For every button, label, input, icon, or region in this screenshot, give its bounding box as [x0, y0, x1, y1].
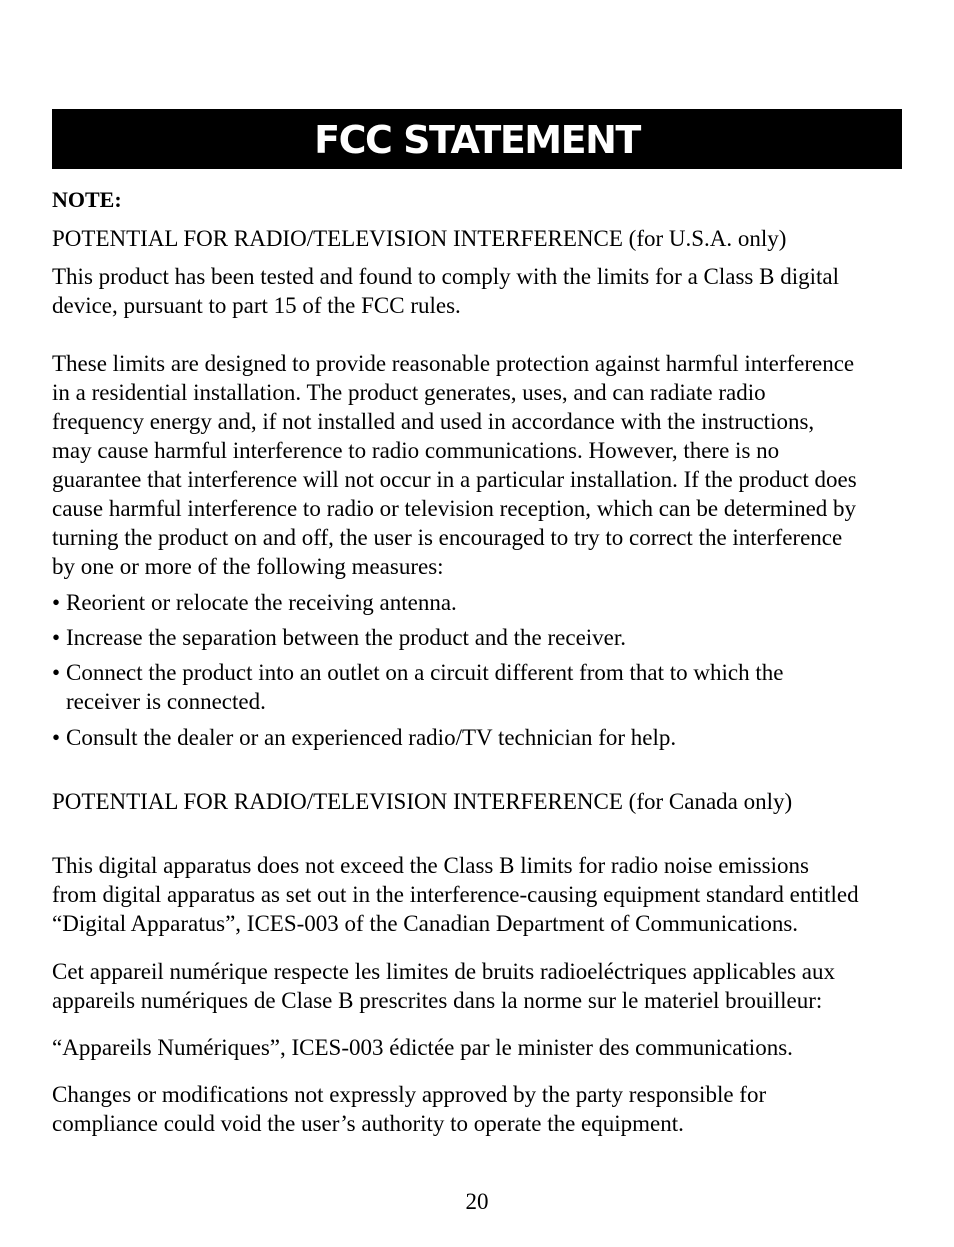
changes-paragraph	[52, 1080, 912, 1138]
text-line: guarantee that interference will not occur in a particular installation. If the product does	[52, 467, 857, 492]
text-line: These limits are designed to provide reasonable protection against harmful interference	[52, 351, 855, 376]
bullet-icon: •	[52, 660, 61, 685]
bullet-icon: •	[52, 625, 61, 650]
text-line: from digital apparatus as set out in the interference-causing equipment standard entitled	[52, 882, 859, 907]
page-title: FCC STATEMENT	[314, 118, 640, 162]
text-line: frequency energy and, if not installed and used in accordance with the instructions,	[52, 409, 815, 434]
list-item-text: Increase the separation between the product and the receiver.	[66, 625, 627, 650]
bullet-icon: •	[52, 590, 61, 615]
text-line: Connect the product into an outlet on a circuit different from that to which the	[66, 660, 784, 685]
french-paragraph	[52, 957, 912, 1015]
measure-list-item	[52, 723, 912, 752]
usa-paragraph-1	[52, 262, 912, 320]
usa-heading: POTENTIAL FOR RADIO/TELEVISION INTERFERENCE (for U.S.A. only)	[52, 226, 787, 251]
canada-heading: POTENTIAL FOR RADIO/TELEVISION INTERFERENCE (for Canada only)	[52, 789, 793, 814]
text-line: Changes or modifications not expressly approved by the party responsible for	[52, 1082, 767, 1107]
measure-list-item	[52, 623, 912, 652]
text-line: “Digital Apparatus”, ICES-003 of the Canadian Department of Communications.	[52, 911, 799, 936]
list-item-text	[66, 658, 912, 716]
list-item-text: Reorient or relocate the receiving antenna.	[66, 590, 457, 615]
text-line: compliance could void the user’s authority to operate the equipment.	[52, 1111, 684, 1136]
text-line: turning the product on and off, the user is encouraged to try to correct the interference	[52, 525, 843, 550]
text-line: This product has been tested and found to comply with the limits for a Class B digital	[52, 264, 839, 289]
note-label: NOTE:	[52, 187, 122, 212]
bullet-icon: •	[52, 725, 61, 750]
page-number: 20	[465, 1189, 489, 1214]
text-line: by one or more of the following measures:	[52, 554, 444, 579]
text-line: cause harmful interference to radio or television reception, which can be determined by	[52, 496, 857, 521]
text-line: may cause harmful interference to radio communications. However, there is no	[52, 438, 780, 463]
canada-paragraph	[52, 851, 912, 938]
usa-paragraph-2	[52, 349, 912, 581]
text-line: appareils numériques de Clase B prescrites dans la norme sur le materiel brouilleur:	[52, 988, 823, 1013]
text-line: receiver is connected.	[66, 689, 266, 714]
text-line: device, pursuant to part 15 of the FCC rules.	[52, 293, 461, 318]
text-line: in a residential installation. The product generates, uses, and can radiate radio	[52, 380, 766, 405]
text-line: Cet appareil numérique respecte les limites de bruits radioeléctriques applicables aux	[52, 959, 835, 984]
measure-list-item	[52, 588, 912, 617]
measure-list-item	[52, 658, 912, 716]
list-item-text: Consult the dealer or an experienced radio/TV technician for help.	[66, 725, 677, 750]
french-quote: “Appareils Numériques”, ICES-003 édictée par le minister des communications.	[52, 1035, 793, 1060]
text-line: This digital apparatus does not exceed the Class B limits for radio noise emissions	[52, 853, 809, 878]
title-banner	[52, 109, 902, 169]
